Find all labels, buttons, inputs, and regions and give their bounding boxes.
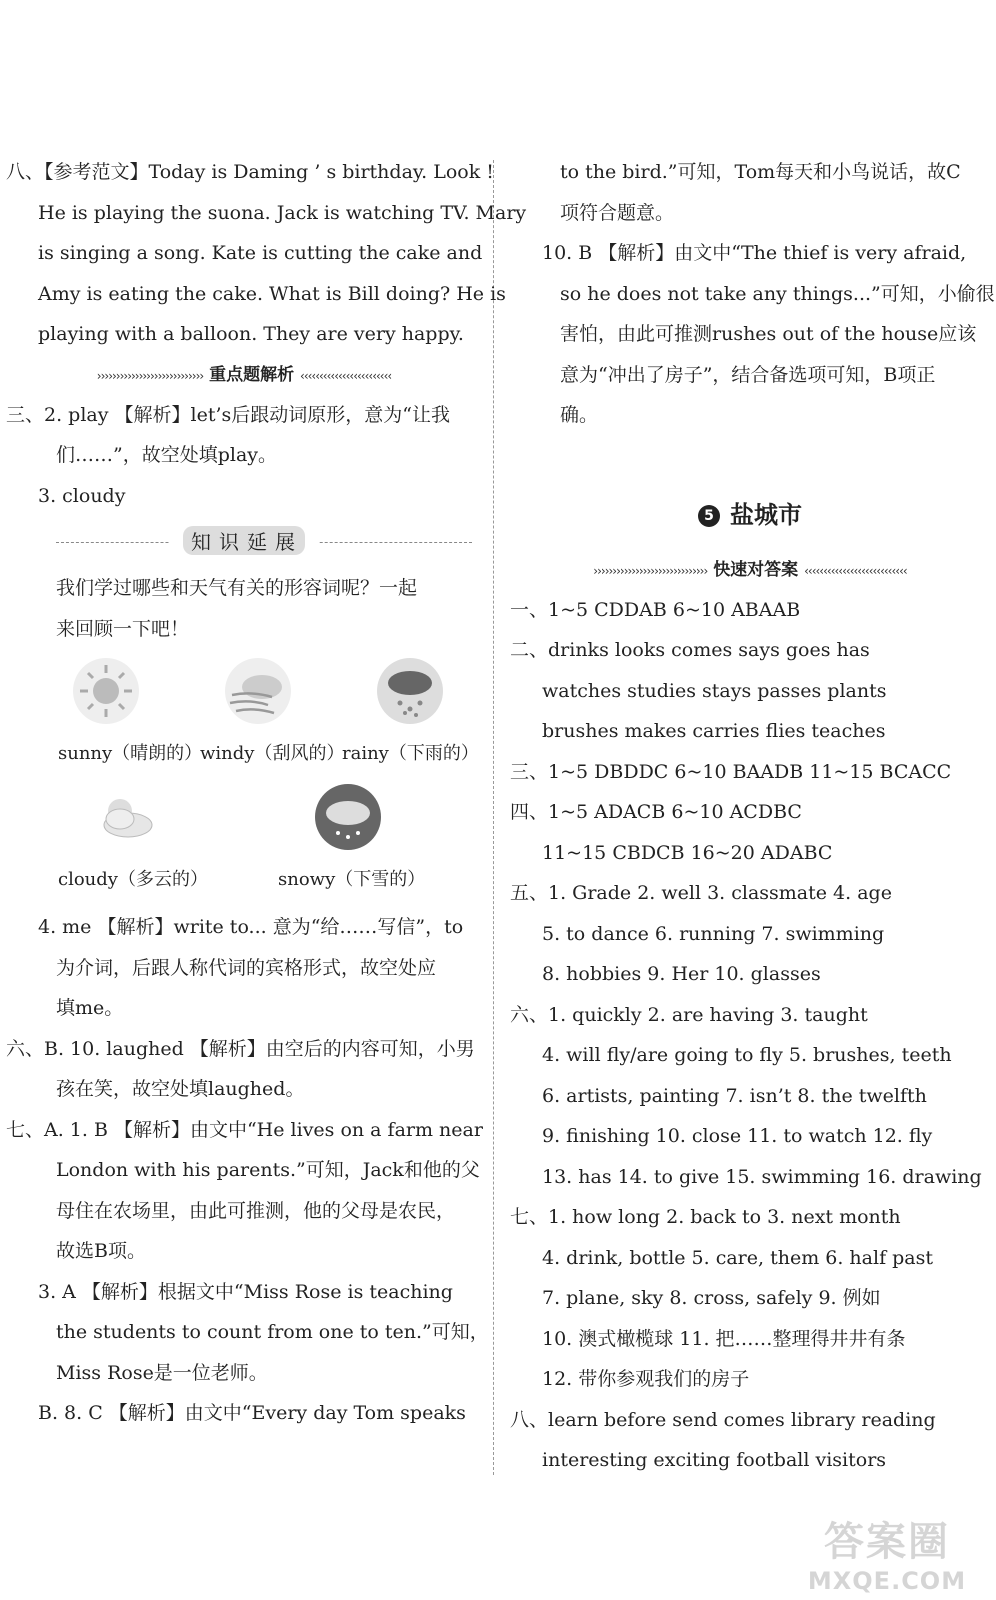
key-analysis-title: 重点题解析 xyxy=(209,364,295,385)
answer-line: so he does not take any things...”可知，小偷很 xyxy=(560,282,995,305)
answer-line: B. 8. C 【解析】由文中“Every day Tom speaks xyxy=(38,1402,466,1424)
answer-line: 意为“冲出了房子”，结合备选项可知，B项正 xyxy=(560,363,936,386)
answer-line: 母住在农场里，由此可推测，他的父母是农民， xyxy=(56,1199,456,1222)
column-divider xyxy=(493,160,494,1475)
answer-line: 们……”，故空处填play。 xyxy=(56,444,278,466)
answer-line: 一、1~5 CDDAB 6~10 ABAAB xyxy=(510,598,801,621)
answer-line: 七、A. 1. B 【解析】由文中“He lives on a farm near xyxy=(6,1118,483,1141)
windy-caption: windy（刮风的） xyxy=(200,743,345,764)
cloudy-icon xyxy=(90,781,162,853)
cloudy-caption: cloudy（多云的） xyxy=(58,869,208,890)
answer-line: 3. cloudy xyxy=(38,484,126,507)
answer-line: 7. plane, sky 8. cross, safely 9. 例如 xyxy=(542,1287,881,1309)
answer-line: 9. finishing 10. close 11. to watch 12. fly xyxy=(542,1125,933,1147)
answer-line: 四、1~5 ADACB 6~10 ACDBC xyxy=(510,801,802,823)
answer-line: London with his parents.”可知，Jack和他的父 xyxy=(56,1159,480,1181)
answer-line: 害怕，由此可推测rushes out of the house应该 xyxy=(560,323,977,345)
answer-line: 10. B 【解析】由文中“The thief is very afraid, xyxy=(542,242,967,264)
answer-line: watches studies stays passes plants xyxy=(542,679,887,702)
city-number-badge: 5 xyxy=(698,505,720,527)
right-column xyxy=(510,152,995,1481)
city-heading xyxy=(510,480,990,550)
rainy-icon xyxy=(374,655,446,727)
knowledge-extension-title: 知识延展 xyxy=(169,526,319,555)
answer-line: 5. to dance 6. running 7. swimming xyxy=(542,922,885,945)
answer-line: 三、2. play 【解析】let’s后跟动词原形，意为“让我 xyxy=(6,403,450,426)
answer-line: 4. drink, bottle 5. care, them 6. half past xyxy=(542,1246,934,1269)
quick-answers-title: 快速对答案 xyxy=(713,559,799,580)
heading-arrows-right: ‹‹‹‹‹‹‹‹‹‹‹‹‹‹‹‹‹‹‹‹‹‹‹‹ xyxy=(300,368,392,383)
essay-line: is singing a song. Kate is cutting the cake and xyxy=(38,242,483,264)
answer-line: 12. 带你参观我们的房子 xyxy=(542,1368,750,1390)
answer-line: Miss Rose是一位老师。 xyxy=(56,1361,268,1384)
answer-line: to the bird.”可知，Tom每天和小鸟说话，故C xyxy=(560,161,961,183)
watermark-url: MXQE.COM xyxy=(807,1567,967,1595)
essay-line: He is playing the suona. Jack is watching TV. Mary xyxy=(38,201,527,224)
answer-line: 七、1. how long 2. back to 3. next month xyxy=(510,1206,901,1228)
answer-line: the students to count from one to ten.”可知， xyxy=(56,1321,489,1343)
answer-line: 孩在笑，故空处填laughed。 xyxy=(56,1078,305,1100)
answer-line: 二、drinks looks comes says goes has xyxy=(510,639,870,661)
answer-line: 六、B. 10. laughed 【解析】由空后的内容可知，小男 xyxy=(6,1037,475,1060)
answer-line: 11~15 CBDCB 16~20 ADABC xyxy=(542,841,833,864)
answer-line: interesting exciting football visitors xyxy=(542,1449,887,1471)
watermark-logo-text: 答案圈 xyxy=(824,1519,950,1565)
key-analysis-heading xyxy=(6,355,482,395)
windy-icon xyxy=(222,655,294,727)
weather-icons-row-1 xyxy=(56,649,482,733)
heading-arrows-left: ›››››››››››››››››››››››››››› xyxy=(96,368,204,383)
answer-line: 6. artists, painting 7. isn’t 8. the twelfth xyxy=(542,1084,927,1107)
rainy-caption: rainy（下雨的） xyxy=(342,743,479,764)
answer-line: 填me。 xyxy=(56,997,124,1019)
answer-line: 三、1~5 DBDDC 6~10 BAADB 11~15 BCACC xyxy=(510,760,952,783)
knowledge-line: 我们学过哪些和天气有关的形容词呢？一起 xyxy=(56,577,418,599)
answer-line: 3. A 【解析】根据文中“Miss Rose is teaching xyxy=(38,1280,453,1303)
heading-arrows-left: ›››››››››››››››››››››››››››››› xyxy=(593,563,708,578)
answer-line: 13. has 14. to give 15. swimming 16. drawing xyxy=(542,1165,982,1188)
knowledge-extension-header xyxy=(6,520,482,566)
answer-line: 五、1. Grade 2. well 3. classmate 4. age xyxy=(510,882,892,904)
weather-captions-row-2 xyxy=(6,859,482,901)
site-watermark xyxy=(792,1510,982,1595)
essay-line: playing with a balloon. They are very happy. xyxy=(38,323,464,345)
answer-line: 为介词，后跟人称代词的宾格形式，故空处应 xyxy=(56,956,437,979)
weather-icons-row-2 xyxy=(56,775,482,859)
snowy-icon xyxy=(312,781,384,853)
answer-line: 八、learn before send comes library reading xyxy=(510,1408,936,1431)
sunny-caption: sunny（晴朗的） xyxy=(58,743,203,764)
answer-line: 4. me 【解析】write to... 意为“给……写信”，to xyxy=(38,916,464,938)
answer-line: 项符合题意。 xyxy=(560,201,675,224)
city-title: 盐城市 xyxy=(730,500,802,529)
answer-line: 8. hobbies 9. Her 10. glasses xyxy=(542,963,821,985)
quick-answers-heading xyxy=(510,550,990,590)
heading-arrows-right: ‹‹‹‹‹‹‹‹‹‹‹‹‹‹‹‹‹‹‹‹‹‹‹‹‹‹‹ xyxy=(804,563,907,578)
answer-line: 4. will fly/are going to fly 5. brushes, teeth xyxy=(542,1044,952,1066)
left-column xyxy=(6,152,527,1434)
sunny-icon xyxy=(70,655,142,727)
essay-line: Amy is eating the cake. What is Bill doing? He is xyxy=(38,282,506,305)
answer-line: brushes makes carries flies teaches xyxy=(542,720,886,742)
knowledge-line: 来回顾一下吧！ xyxy=(56,617,190,640)
answer-line: 故选B项。 xyxy=(56,1240,146,1262)
answer-line: 10. 澳式橄榄球 11. 把……整理得井井有条 xyxy=(542,1327,906,1350)
weather-captions-row-1 xyxy=(6,733,482,775)
answer-line: 六、1. quickly 2. are having 3. taught xyxy=(510,1003,868,1026)
essay-line: 八、【参考范文】Today is Daming ’ s birthday. Look ! xyxy=(6,161,494,183)
snowy-caption: snowy（下雪的） xyxy=(278,869,426,890)
answer-line: 确。 xyxy=(560,404,599,426)
